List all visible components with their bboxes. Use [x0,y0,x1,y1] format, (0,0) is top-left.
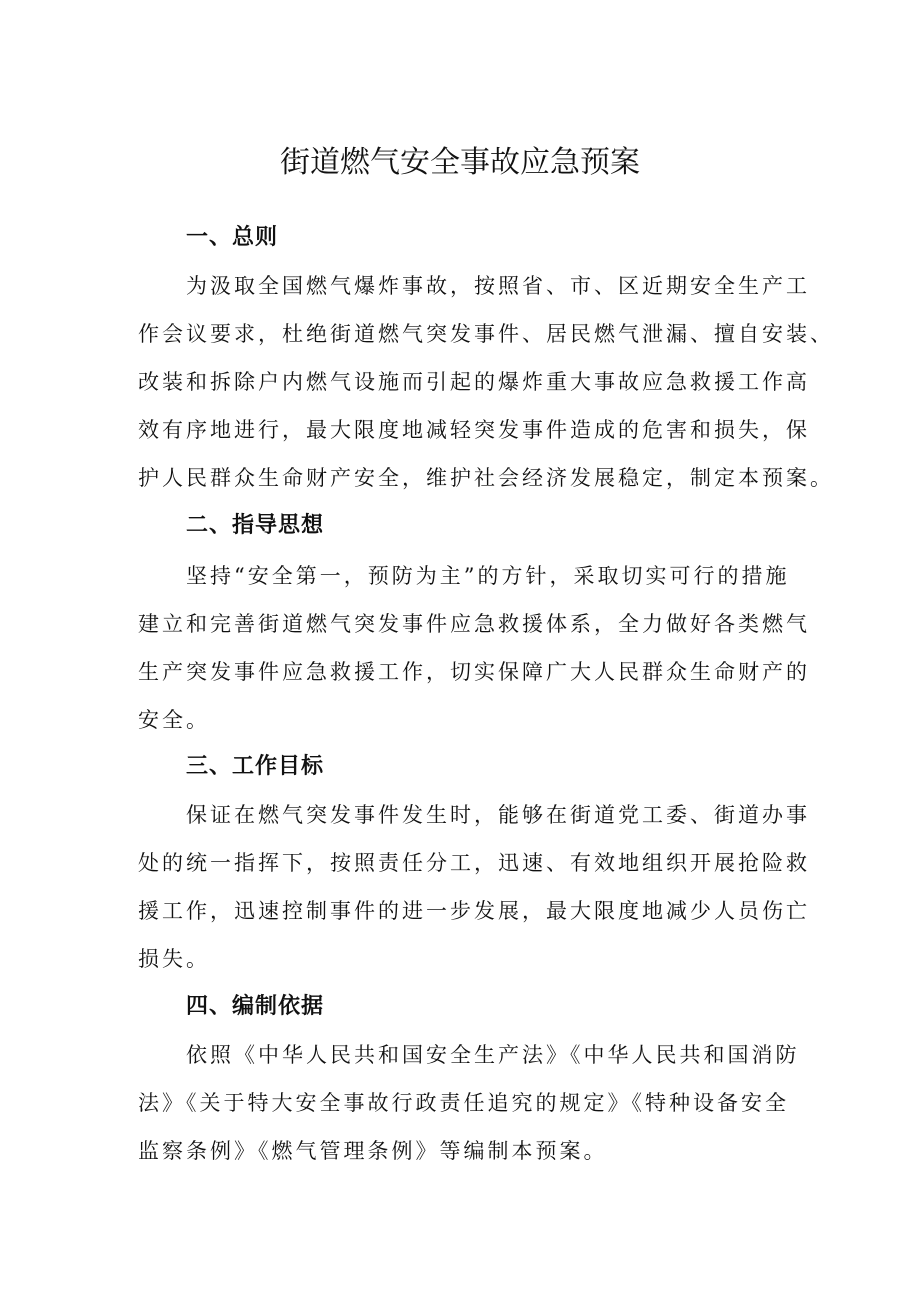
paragraph-line: 建立和完善街道燃气突发事件应急救援体系，全力做好各类燃气 [138,612,810,636]
paragraph-line: 坚持“安全第一，预防为主”的方针，采取切实可行的措施 [186,564,790,588]
paragraph-line: 损失。 [138,947,210,971]
section-heading-guiding-ideology: 二、指导思想 [186,513,325,538]
paragraph-line: 改装和拆除户内燃气设施而引起的爆炸重大事故应急救援工作高 [138,370,810,394]
section-heading-general: 一、总则 [186,225,279,250]
section-heading-compilation-basis: 四、编制依据 [186,994,325,1019]
paragraph-line: 生产突发事件应急救援工作，切实保障广大人民群众生命财产的 [138,660,810,684]
paragraph-line: 效有序地进行，最大限度地减轻突发事件造成的危害和损失，保 [138,418,810,442]
paragraph-line: 监察条例》《燃气管理条例》等编制本预案。 [138,1139,608,1163]
paragraph-line: 依照《中华人民共和国安全生产法》《中华人民共和国消防 [186,1043,800,1067]
paragraph-line: 作会议要求，杜绝街道燃气突发事件、居民燃气泄漏、擅自安装、 [138,322,834,346]
section-heading-work-objectives: 三、工作目标 [186,754,325,779]
paragraph-line: 护人民群众生命财产安全，维护社会经济发展稳定，制定本预案。 [138,466,834,490]
page-title: 街道燃气安全事故应急预案 [280,145,640,180]
paragraph-line: 保证在燃气突发事件发生时，能够在街道党工委、街道办事 [186,803,810,827]
paragraph-line: 援工作，迅速控制事件的进一步发展，最大限度地减少人员伤亡 [138,899,810,923]
paragraph-line: 法》《关于特大安全事故行政责任追究的规定》《特种设备安全 [138,1091,789,1115]
paragraph-line: 为汲取全国燃气爆炸事故，按照省、市、区近期安全生产工 [186,274,810,298]
paragraph-line: 处的统一指挥下，按照责任分工，迅速、有效地组织开展抢险救 [138,851,810,875]
paragraph-line: 安全。 [138,708,210,732]
